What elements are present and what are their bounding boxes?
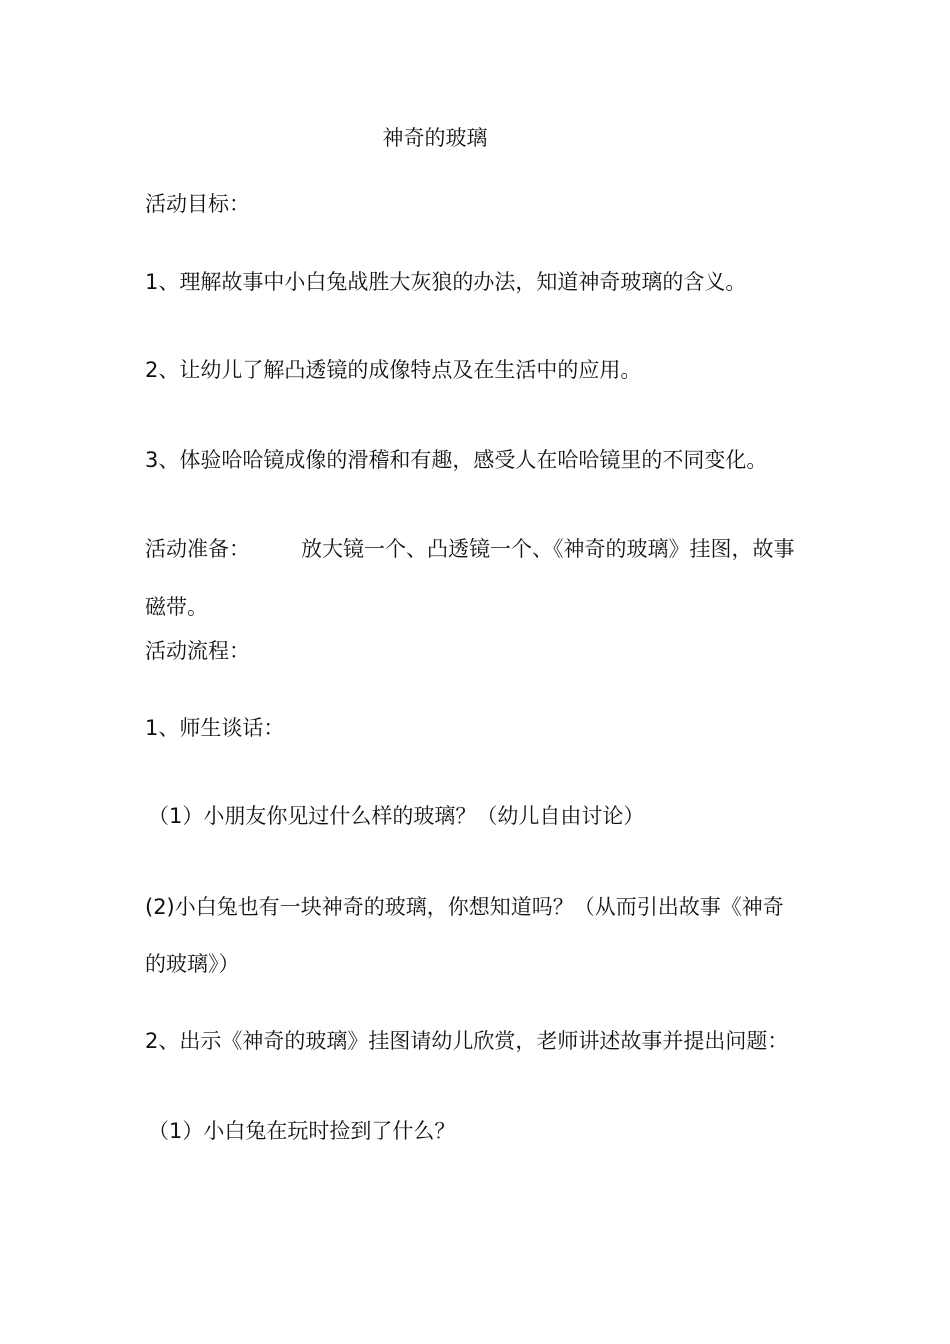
step2-heading: 2、出示《神奇的玻璃》挂图请幼儿欣赏，老师讲述故事并提出问题： xyxy=(145,1029,789,1053)
document-title: 神奇的玻璃 xyxy=(382,126,488,150)
step1-question-2: (2)小白兔也有一块神奇的玻璃，你想知道吗？（从而引出故事《神奇 xyxy=(145,895,784,919)
goal-item-2: 2、让幼儿了解凸透镜的成像特点及在生活中的应用。 xyxy=(145,358,642,382)
preparation-text-continued: 磁带。 xyxy=(145,595,208,619)
goal-item-1: 1、理解故事中小白兔战胜大灰狼的办法，知道神奇玻璃的含义。 xyxy=(145,270,747,294)
preparation-text: 放大镜一个、凸透镜一个、《神奇的玻璃》挂图，故事 xyxy=(301,537,795,561)
step1-question-1: （1）小朋友你见过什么样的玻璃？（幼儿自由讨论） xyxy=(148,804,645,828)
step1-heading: 1、师生谈话： xyxy=(145,716,285,740)
goals-heading: 活动目标： xyxy=(145,192,250,216)
step2-question-1: （1）小白兔在玩时捡到了什么？ xyxy=(148,1119,456,1143)
preparation-label: 活动准备： xyxy=(145,537,250,561)
preparation-line xyxy=(145,535,795,563)
step1-question-2-continued: 的玻璃》） xyxy=(145,952,240,976)
process-heading: 活动流程： xyxy=(145,639,250,663)
goal-item-3: 3、体验哈哈镜成像的滑稽和有趣，感受人在哈哈镜里的不同变化。 xyxy=(145,448,768,472)
